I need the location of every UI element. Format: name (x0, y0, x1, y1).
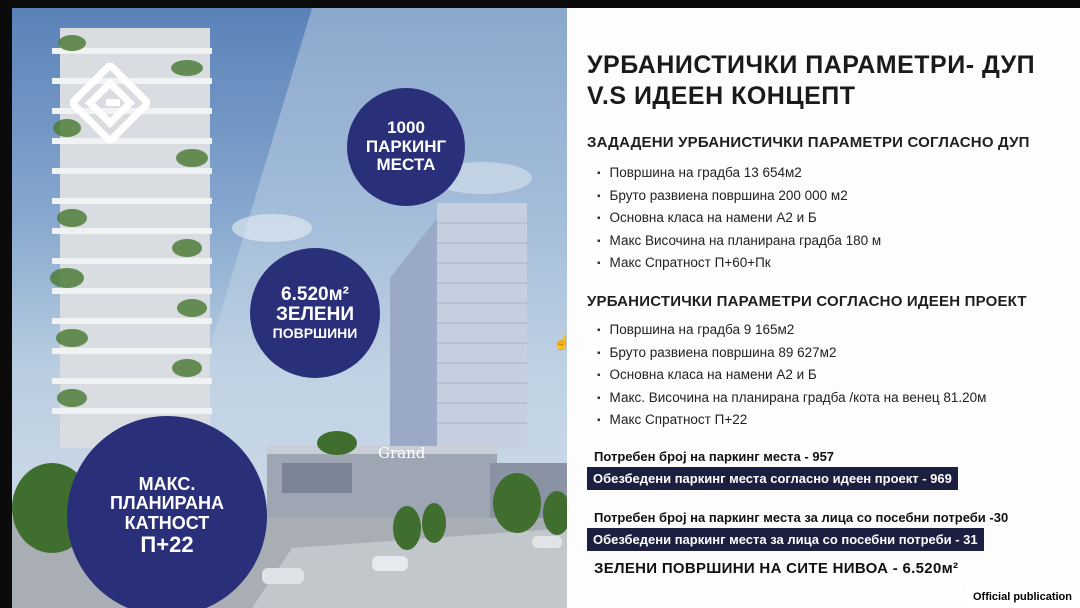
slide-text-panel (567, 8, 1080, 608)
parking-circle-line1: 1000 (387, 118, 425, 138)
section1-list (597, 162, 881, 275)
parking-provided-box: Обезбедени паркинг места согласно идеен проект - 969 (587, 467, 958, 490)
green-circle-line1: 6.520м² (281, 283, 349, 305)
green-areas-total: ЗЕЛЕНИ ПОВРШИНИ НА СИТЕ НИВОА - 6.520м² (594, 560, 959, 577)
left-border (0, 0, 12, 608)
parking-circle-line3: МЕСТА (376, 155, 436, 175)
list-item: ▪ Површина на градба 9 165м2 (597, 319, 986, 342)
slide-heading (587, 50, 1035, 112)
list-item: ▪ Бруто развиена површина 89 627м2 (597, 342, 986, 365)
list-item: ▪ Основна класа на намени А2 и Б (597, 207, 881, 230)
green-circle-line3: ПОВРШИНИ (272, 324, 358, 341)
mall-sign: Grand (378, 444, 426, 462)
section1-title: ЗАДАДЕНИ УРБАНИСТИЧКИ ПАРАМЕТРИ СОГЛАСНО ДУП (587, 134, 1030, 151)
parking-required: Потребен број на паркинг места - 957 (594, 449, 835, 464)
list-item: ▪ Основна класа на намени А2 и Б (597, 364, 986, 387)
parking-circle (347, 88, 465, 206)
floors-circle (67, 416, 267, 608)
green-circle-line2: ЗЕЛЕНИ (276, 304, 354, 326)
list-item: ▪ Макс Спратност П+60+Пк (597, 252, 881, 275)
heading-line1: УРБАНИСТИЧКИ ПАРАМЕТРИ- ДУП (587, 51, 1036, 79)
list-item: ▪ Површина на градба 13 654м2 (597, 162, 881, 185)
hand-cursor-icon: ☝ (553, 334, 571, 350)
floors-circle-line1: МАКС. (138, 473, 196, 494)
list-item: ▪ Макс Височина на планирана градба 180 м (597, 230, 881, 253)
top-border (0, 0, 1080, 8)
floors-circle-line4: П+22 (140, 532, 194, 558)
parking-disabled-required: Потребен број на паркинг места за лица со посебни потреби -30 (594, 510, 1009, 525)
list-item: ▪ Макс. Височина на планирана градба /кота на венец 81.20м (597, 387, 986, 410)
green-area-circle (250, 248, 380, 378)
parking-circle-line2: ПАРКИНГ (365, 136, 447, 156)
architectural-rendering (12, 8, 570, 608)
heading-line2: V.S ИДЕЕН КОНЦЕПТ (587, 82, 856, 110)
list-item: ▪ Макс Спратност П+22 (597, 409, 986, 432)
official-publication-badge: Official publication (965, 586, 1080, 608)
list-item: ▪ Бруто развиена површина 200 000 м2 (597, 185, 881, 208)
section2-list (597, 319, 986, 432)
g-diamond-logo (70, 63, 150, 143)
floors-circle-line2: ПЛАНИРАНА (110, 493, 224, 514)
parking-disabled-provided-box: Обезбедени паркинг места за лица со посебни потреби - 31 (587, 528, 984, 551)
section2-title: УРБАНИСТИЧКИ ПАРАМЕТРИ СОГЛАСНО ИДЕЕН ПРОЕКТ (587, 293, 1027, 310)
floors-circle-line3: КАТНОСТ (124, 512, 210, 533)
